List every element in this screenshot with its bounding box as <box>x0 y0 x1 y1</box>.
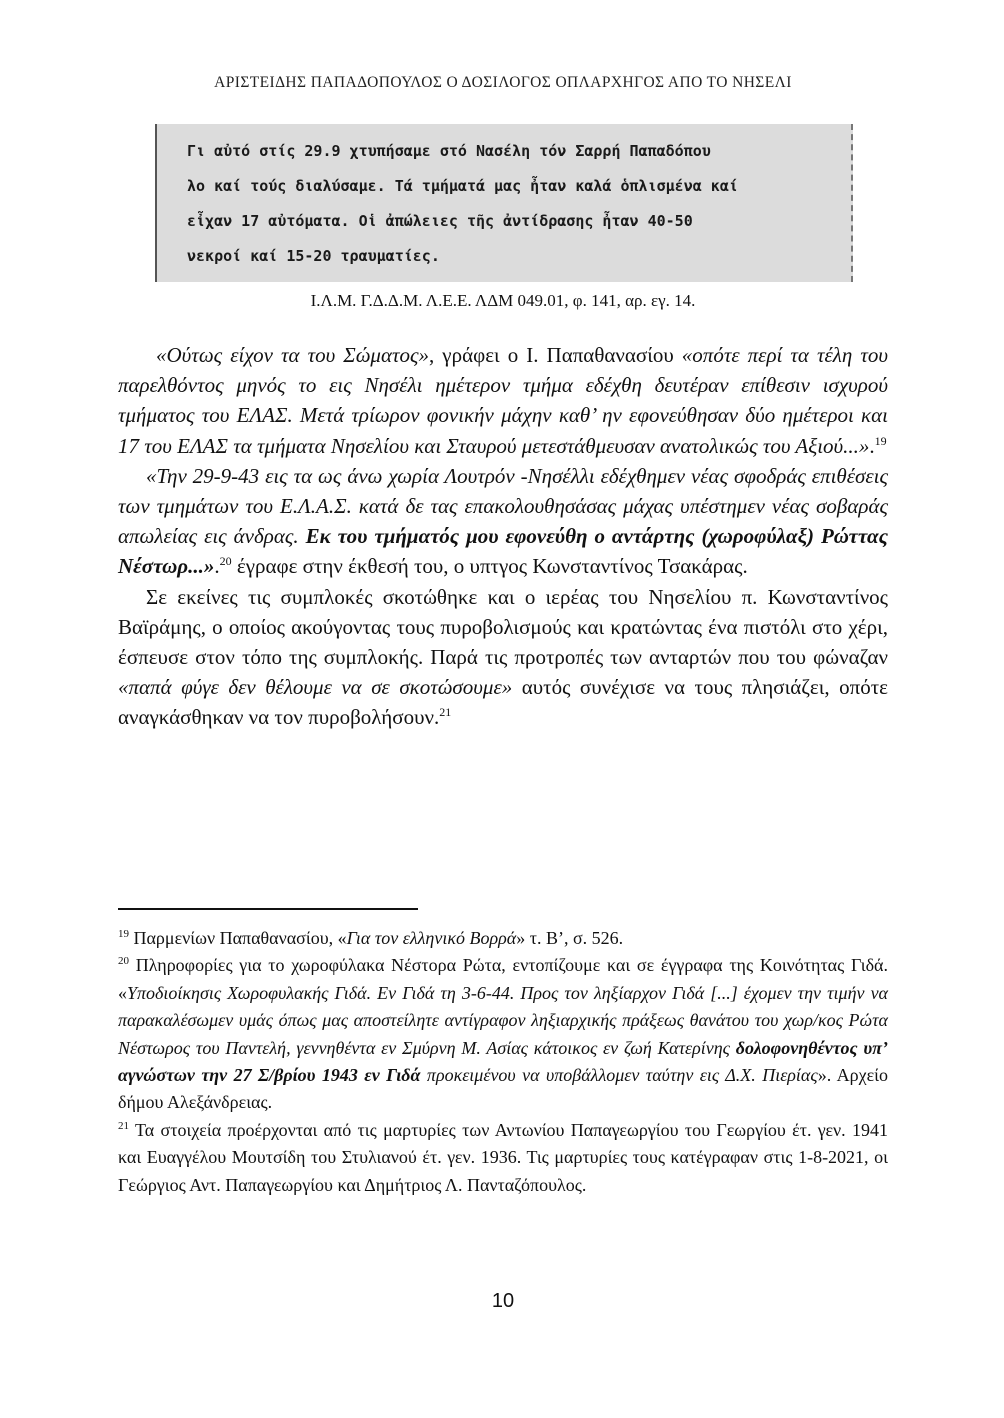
footnote-ref[interactable]: 20 <box>219 554 232 569</box>
running-head: ΑΡΙΣΤΕΙΔΗΣ ΠΑΠΑΔΟΠΟΥΛΟΣ Ο ΔΟΣΙΛΟΓΟΣ ΟΠΛΑΡΧΗΓΟΣ ΑΠΟ ΤΟ ΝΗΣΕΛΙ <box>214 74 792 91</box>
scan-line: λο καί τούς διαλύσαμε. Τά τμήματά μας ἦταν καλά ὁπλισμένα καί <box>187 177 738 195</box>
text: ». Αρχείο δήμου Αλεξάνδρειας. <box>118 1065 888 1113</box>
text: . <box>869 433 875 458</box>
text: Πληροφορίες για το χωροφύλακα Νέστορα Ρώτα, εντοπίζουμε και σε έγγραφα της Κοινότητας Γιδά. « <box>118 955 888 1003</box>
quote: προκειμένου να υποβάλλομεν ταύτην εις Δ.Χ. Πιερίας <box>420 1065 818 1086</box>
image-caption: Ι.Λ.Μ. Γ.Δ.Δ.Μ. Λ.Ε.Ε. ΛΔΜ 049.01, φ. 141, αρ. εγ. 14. <box>310 291 696 310</box>
footnote-number: 19 <box>118 928 129 940</box>
text: Παρμενίων Παπαθανασίου, « <box>129 928 347 948</box>
footnote-20 <box>118 952 888 1116</box>
text: Τα στοιχεία προέρχονται από τις μαρτυρίες των Αντωνίου Παπαγεωργίου του Γεωργίου έτ. γεν. 1941 και Ευαγγέλου Μουτσίδη του Στυλιανού έτ. γεν. 1936. Τις μαρτυρίες τους κατέγραφαν στις 1-8-2021, οι Γεώργιος Αντ. Παπαγεωργίου και Δημήτριος Λ. Πανταζόπουλος. <box>118 1119 888 1195</box>
quote: «Την 29-9-43 εις τα ως άνω χωρία Λουτρόν -Νησέλλι εδέχθημεν νέας σφοδράς επιθέσεις των τμημάτων του Ε.Λ.Α.Σ. κατά δε τας επακολουθησάσας μάχας υπέστημεν νέας σοβαράς απωλείας εις άνδρας. <box>118 463 888 549</box>
text: έγραφε στην έκθεσή του, ο υπτγος Κωνσταντίνος Τσακάρας. <box>231 554 748 579</box>
text: » τ. Β’, σ. 526. <box>516 928 624 948</box>
footnote-21 <box>118 1117 888 1199</box>
footnotes <box>118 925 888 1199</box>
text: , γράφει ο Ι. Παπαθανασίου <box>429 343 682 367</box>
text: Σε εκείνες τις συμπλοκές σκοτώθηκε και ο ιερέας του Νησελίου π. Κωνσταντίνος Βαϊράμης, ο οποίος ακούγοντας τους πυροβολισμούς και κρατώντας ένα πιστόλι στο χέρι, έσπευσε στον τόπο της συμπλοκής. Παρά τις προτροπές των ανταρτών που του φώναζαν <box>118 584 888 670</box>
footnote-ref[interactable]: 19 <box>874 433 887 448</box>
quote: «οπότε περί τα τέλη του παρελθόντος μηνός το εις Νησέλι ημέτερον τμήμα εδέχθη δευτέραν επίθεσιν ισχυρού τμήματος του ΕΛΑΣ. Μετά τρίωρον φονικήν μάχην καθ’ ην εφονεύθησαν δύο ημέτεροι και 17 του ΕΛΑΣ τα τμήματα Νησελίου και Σταυρού μετεστάθμευσαν ανατολικώς του Αξιού...» <box>118 343 888 458</box>
quote: Υποδιοίκησις Χωροφυλακής Γιδά. Εν Γιδά τη 3-6-44. Προς τον ληξίαρχον Γιδά [...] έχομεν την τιμήν να παρακαλέσωμεν υμάς όπως μας αποστείλητε αντίγραφον ληξιαρχικής πράξεως θανάτου του χωρ/κος Ρώτα Νέστωρος του Παντελή, γεννηθέντα εν Σμύρνη Μ. Ασίας κάτοικος εν ζωή Κατερίνης <box>118 982 888 1058</box>
scan-line: εἶχαν 17 αὐτόματα. Οἱ ἀπώλειες τῆς ἀντίδρασης ἦταν 40-50 <box>187 212 693 230</box>
scanned-document-excerpt <box>155 124 853 282</box>
text: . <box>214 554 220 579</box>
book-title: Για τον ελληνικό Βορρά <box>346 928 517 948</box>
quote-emphasis: Εκ του τμήματός μου εφονεύθη ο αντάρτης (χωροφύλαξ) Ρώττας Νέστωρ...» <box>118 524 888 579</box>
body-text <box>118 340 888 733</box>
scan-line: νεκροί καί 15-20 τραυματίες. <box>187 247 440 265</box>
page-number: 10 <box>491 1290 515 1312</box>
footnote-divider <box>118 908 418 910</box>
text: αυτός συνέχισε να τους πλησιάζει, οπότε αναγκάσθηκαν να τον πυροβολήσουν. <box>118 675 888 730</box>
paragraph-2 <box>118 461 888 582</box>
footnote-ref[interactable]: 21 <box>439 705 452 720</box>
footnote-number: 21 <box>118 1119 129 1132</box>
scan-line: Γι αὐτό στίς 29.9 χτυπήσαμε στό Νασέλη τόν Σαρρή Παπαδόπου <box>187 142 711 160</box>
paragraph-1 <box>118 340 888 461</box>
quote: «παπά φύγε δεν θέλουμε να σε σκοτώσουμε» <box>118 675 513 700</box>
quote: «Ούτως είχον τα του Σώματος» <box>156 343 430 367</box>
footnote-19 <box>118 925 888 952</box>
paragraph-3 <box>118 582 888 733</box>
quote-emphasis: δολοφονηθέντος υπ’ αγνώστων την 27 Σ/βρίου 1943 εν Γιδά <box>118 1037 888 1086</box>
footnote-number: 20 <box>118 955 129 968</box>
